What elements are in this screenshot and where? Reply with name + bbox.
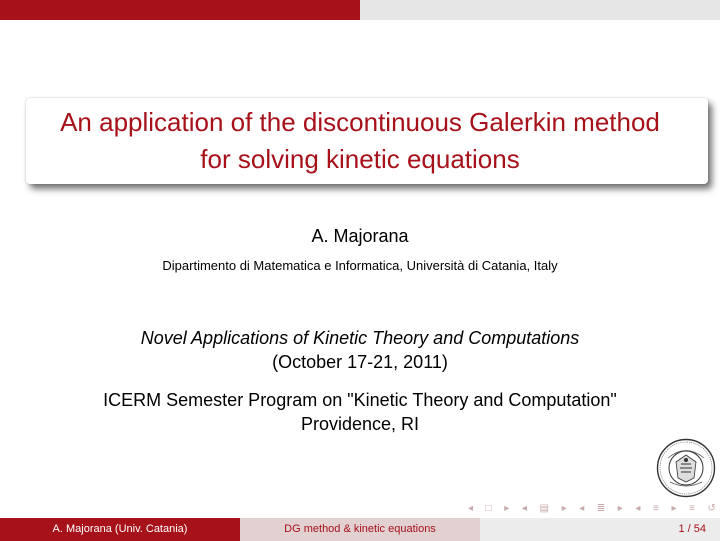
header-bar-left <box>0 0 360 20</box>
footer-page <box>480 518 720 541</box>
event-place: Providence, RI <box>300 414 420 434</box>
footer-title: DG method & kinetic equations <box>240 518 480 541</box>
nav-section-icon[interactable]: ≣ <box>596 502 606 514</box>
nav-right-icon[interactable]: ▸ <box>504 502 510 514</box>
nav-left-icon[interactable]: ◂ <box>579 502 585 514</box>
nav-left-icon[interactable]: ◂ <box>468 502 474 514</box>
nav-left-icon[interactable]: ◂ <box>635 502 641 514</box>
affiliation: Dipartimento di Matematica e Informatica, Università di Catania, Italy <box>162 258 558 273</box>
nav-frame-icon[interactable]: □ <box>485 502 492 514</box>
event-name: Novel Applications of Kinetic Theory and Computations <box>140 328 580 348</box>
nav-right-icon[interactable]: ▸ <box>671 502 677 514</box>
navigation-symbols <box>468 500 716 516</box>
program-name: ICERM Semester Program on "Kinetic Theory and Computation" <box>103 390 617 410</box>
event-dates: (October 17-21, 2011) <box>272 352 448 372</box>
header-bar-right <box>360 0 720 20</box>
slide-title: An application of the discontinuous Galerkin method for solving kinetic equations <box>60 107 660 174</box>
footer-bar <box>0 518 720 541</box>
nav-subsection-icon[interactable]: ▤ <box>539 502 549 514</box>
nav-left-icon[interactable]: ◂ <box>521 502 527 514</box>
footer-author: A. Majorana (Univ. Catania) <box>0 518 240 541</box>
nav-doc-icon[interactable]: ≡ <box>653 502 659 514</box>
nav-search-icon[interactable]: ↺ <box>707 502 716 514</box>
author-name: A. Majorana <box>311 226 409 246</box>
page-number: 1 / 54 <box>678 523 706 535</box>
header-bar <box>0 0 720 20</box>
nav-right-icon[interactable]: ▸ <box>617 502 623 514</box>
university-seal-icon <box>656 438 716 498</box>
nav-align-icon[interactable]: ≡ <box>689 502 695 514</box>
nav-right-icon[interactable]: ▸ <box>561 502 567 514</box>
